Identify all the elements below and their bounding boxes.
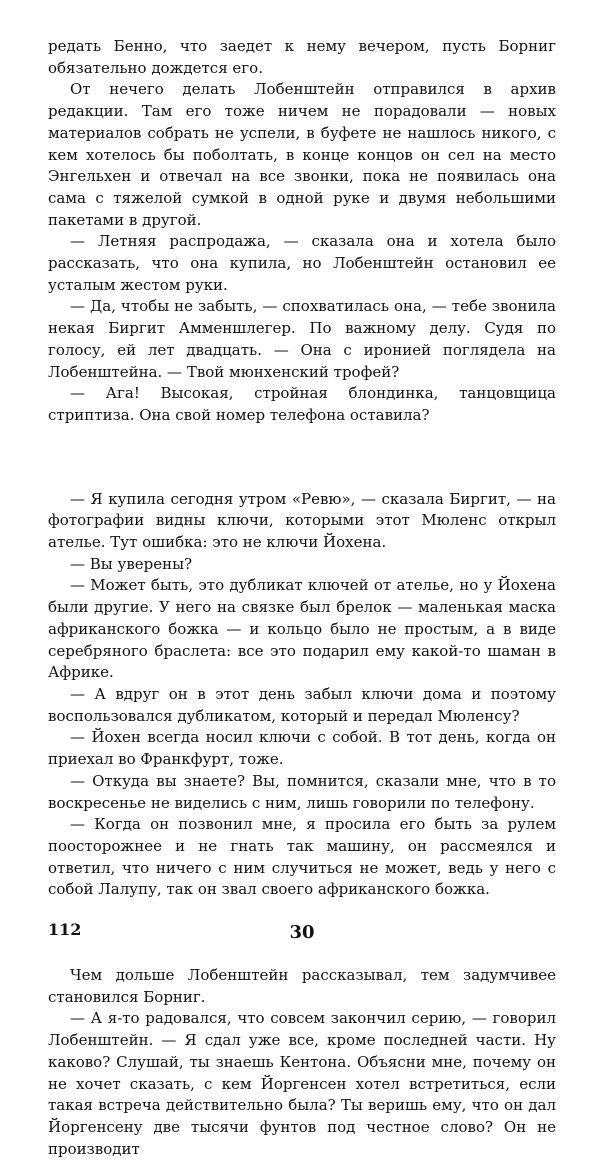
- paragraph: — Ага! Высокая, стройная блондинка, танцовщица стриптиза. Она свой номер телефона оставила?: [48, 384, 556, 424]
- paragraph: — Йохен всегда носил ключи с собой. В тот день, когда он приехал во Франкфурт, тоже.: [48, 728, 556, 769]
- paragraph: От нечего делать Лобенштейн отправился в архив редакции. Там его тоже ничем не порадовали — новых материалов собрать не успели, в буфете не нашлось никого, с кем хотелось бы поболтать, в конце концов он сел на место Энгельхен и отвечал на все звонки, пока не появилась она сама с тяжелой сумкой в одной руке и двумя небольшими пакетами в другой.: [48, 80, 556, 229]
- body-text: [48, 36, 556, 1160]
- paragraph: — Да, чтобы не забыть, — спохватилась она, — тебе звонила некая Биргит Амменшлегер. По важному делу. Судя по голосу, ей лет двадцать. — Она с иронией поглядела на Лобенштейна. — Твой мюнхенский трофей?: [48, 297, 556, 381]
- paragraph: — Когда он позвонил мне, я просила его быть за рулем поосторожнее и не гнать так машину, он рассмеялся и ответил, что ничего с ним случиться не может, ведь у него с собой Лалупу, так он звал своего африканского божка.: [48, 815, 556, 899]
- paragraph: Чем дольше Лобенштейн рассказывал, тем задумчивее становился Борниг.: [48, 966, 556, 1006]
- section-break: [48, 427, 556, 489]
- paragraph: — Летняя распродажа, — сказала она и хотела было рассказать, что она купила, но Лобенштейн остановил ее усталым жестом руки.: [48, 232, 556, 294]
- paragraph-continued: редать Бенно, что заедет к нему вечером, пусть Борниг обязательно дождется его.: [48, 37, 556, 77]
- paragraph: — А я-то радовался, что совсем закончил серию, — говорил Лобенштейн. — Я сдал уже все, кроме последней части. Ну каково? Слушай, ты знаешь Кентона. Объясни мне, почему он не хочет сказать, с кем Йоргенсен хотел встретиться, если такая встреча действительно была? Ты веришь ему, что он дал Йоргенсену две тысячи фунтов под честное слово? Он не производит: [48, 1009, 556, 1158]
- paragraph: — Может быть, это дубликат ключей от ателье, но у Йохена были другие. У него на связке был брелок — маленькая маска африканского божка — и кольцо было не простым, а в виде серебряного браслета: все это подарил ему какой-то шаман в Африке.: [48, 576, 556, 682]
- chapter-number: 30: [289, 922, 315, 944]
- page-number: 112: [48, 920, 82, 939]
- paragraph: — Откуда вы знаете? Вы, помнится, сказали мне, что в то воскресенье не виделись с ним, лишь говорили по телефону.: [48, 771, 556, 812]
- paragraph: — Я купила сегодня утром «Ревю», — сказала Биргит, — на фотографии видны ключи, которыми этот Мюленс открыл ателье. Тут ошибка: это не ключи Йохена.: [48, 489, 556, 552]
- paragraph: — А вдруг он в этот день забыл ключи дома и поэтому воспользовался дубликатом, который и передал Мюленсу?: [48, 684, 556, 725]
- paragraph: — Вы уверены?: [70, 554, 193, 573]
